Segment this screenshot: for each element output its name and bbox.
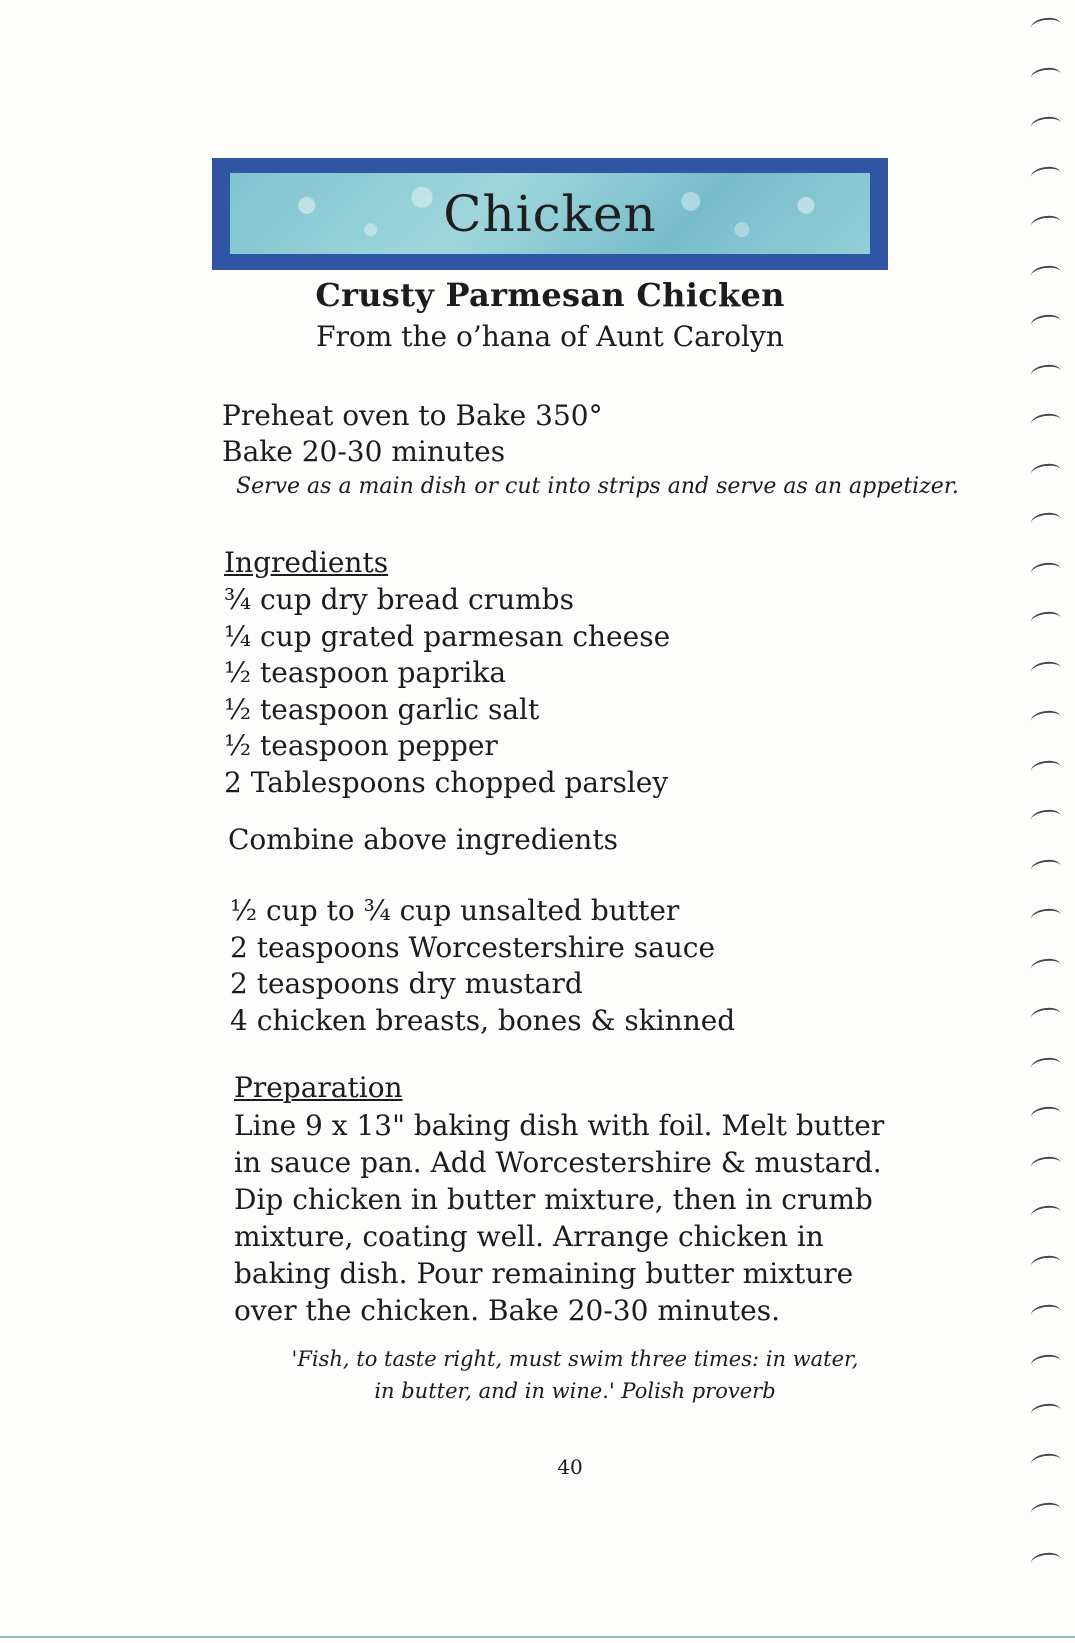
binding-coil <box>1030 362 1062 382</box>
binding-coil <box>1030 1402 1062 1422</box>
binding-coil <box>1030 65 1062 85</box>
list-item: ½ cup to ¾ cup unsalted butter <box>230 894 680 927</box>
ingredients-list-2 <box>230 893 735 1039</box>
list-item: ¼ cup grated parmesan cheese <box>224 619 671 653</box>
serving-note: Serve as a main dish or cut into strips and serve as an appetizer. <box>236 474 959 499</box>
binding-coil <box>1030 1055 1062 1075</box>
binding-coil <box>1030 560 1062 580</box>
binding-coil <box>1030 1550 1062 1570</box>
binding-coil <box>1030 313 1062 333</box>
proverb-line-1: 'Fish, to taste right, must swim three times: in water, <box>291 1347 859 1371</box>
recipe-title: Crusty Parmesan Chicken <box>315 276 785 314</box>
bake-time: Bake 20-30 minutes <box>222 435 506 468</box>
binding-coil <box>1030 1451 1062 1471</box>
binding-coil <box>1030 16 1062 36</box>
list-item: ½ teaspoon garlic salt <box>224 692 540 726</box>
binding-coil <box>1030 164 1062 184</box>
binding-coil <box>1030 1253 1062 1273</box>
binding-coil <box>1030 214 1062 234</box>
list-item: ¾ cup dry bread crumbs <box>224 583 574 616</box>
binding-coil <box>1030 610 1062 630</box>
binding-coil <box>1030 1303 1062 1323</box>
binding-coil <box>1030 1006 1062 1026</box>
binding-coil <box>1030 709 1062 729</box>
preheat-instruction: Preheat oven to Bake 350° <box>222 399 603 432</box>
ingredients-heading: Ingredients <box>224 546 389 579</box>
binding-coil <box>1030 511 1062 531</box>
page-bottom-edge <box>0 1636 1075 1638</box>
binding-coil <box>1030 1154 1062 1174</box>
combine-instruction: Combine above ingredients <box>228 823 618 856</box>
page-number: 40 <box>557 1455 583 1479</box>
list-item: 2 teaspoons Worcestershire sauce <box>230 930 716 964</box>
banner-water-background <box>230 173 870 254</box>
binding-coil <box>1030 808 1062 828</box>
binding-coil <box>1030 758 1062 778</box>
chapter-banner <box>212 158 888 270</box>
binding-coil <box>1030 956 1062 976</box>
spiral-binding <box>1015 0 1075 1643</box>
binding-coil <box>1030 1105 1062 1125</box>
binding-coil <box>1030 1501 1062 1521</box>
binding-coil <box>1030 907 1062 927</box>
binding-coil <box>1030 1204 1062 1224</box>
ingredients-list-1 <box>224 582 670 801</box>
binding-coil <box>1030 412 1062 432</box>
binding-coil <box>1030 1352 1062 1372</box>
list-item: 2 teaspoons dry mustard <box>230 967 583 1000</box>
binding-coil <box>1030 115 1062 135</box>
proverb-line-2: in butter, and in wine.' Polish proverb <box>374 1379 776 1403</box>
binding-coil <box>1030 263 1062 283</box>
binding-coil <box>1030 659 1062 679</box>
list-item: 4 chicken breasts, bones & skinned <box>230 1003 736 1037</box>
binding-coil <box>1030 461 1062 481</box>
preparation-text: Line 9 x 13" baking dish with foil. Melt butter in sauce pan. Add Worcestershire & mustard. Dip chicken in butter mixture, then in crumb mixture, coating well. Arrange chicken in baking dish. Pour remaining butter mixture over the chicken. Bake 20-30 minutes. <box>234 1109 885 1327</box>
preparation-heading: Preparation <box>234 1071 403 1104</box>
list-item: 2 Tablespoons chopped parsley <box>224 765 669 799</box>
binding-coil <box>1030 857 1062 877</box>
list-item: ½ teaspoon paprika <box>224 656 507 689</box>
recipe-source: From the o’hana of Aunt Carolyn <box>316 320 784 353</box>
proverb-quote <box>250 1343 900 1407</box>
list-item: ½ teaspoon pepper <box>224 729 498 762</box>
chapter-title: Chicken <box>443 184 657 243</box>
